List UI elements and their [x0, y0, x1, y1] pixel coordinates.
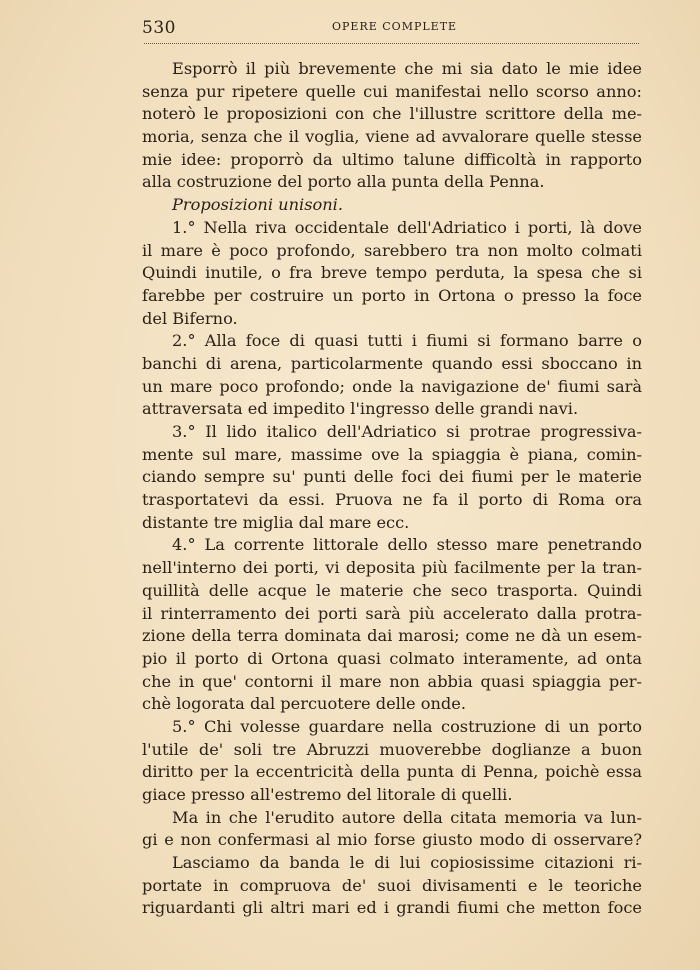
text-line: trasportatevi da essi. Pruova ne fa il porto di Roma ora — [142, 490, 642, 510]
text-line: Esporrò il più brevemente che mi sia dato le mie idee — [172, 59, 642, 78]
text-line: nell'interno dei porti, vi deposita più facilmente per la tran- — [142, 558, 642, 578]
text-line: chè logorata dal percuotere delle onde. — [142, 694, 467, 714]
text-line: mie idee: proporrò da ultimo talune difficoltà in rapporto — [142, 149, 642, 169]
text-line: che in que' contorni il mare non abbia quasi spiaggia per- — [142, 671, 642, 691]
page-header — [142, 16, 642, 42]
text-line: attraversata ed impedito l'ingresso delle grandi navi. — [142, 399, 579, 419]
section-heading: Proposizioni unisoni. — [172, 195, 343, 215]
text-line: Lasciamo da banda le di lui copiosissime citazioni ri- — [172, 853, 642, 873]
text-line: quillità delle acque le materie che seco trasporta. Quindi — [142, 580, 642, 600]
body-text — [142, 58, 642, 920]
text-line: noterò le proposizioni con che l'illustre scrittore della me- — [142, 104, 642, 124]
text-line: 3.° Il lido italico dell'Adriatico si protrae progressiva- — [172, 422, 642, 441]
text-line: del Biferno. — [142, 308, 238, 328]
text-line: un mare poco profondo; onde la navigazione de' fiumi sarà — [142, 376, 642, 396]
text-line: Ma in che l'erudito autore della citata memoria va lun- — [172, 807, 642, 827]
text-line: alla costruzione del porto alla punta della Penna. — [142, 172, 545, 192]
text-line: pio il porto di Ortona quasi colmato interamente, ad onta — [142, 648, 642, 668]
text-line: moria, senza che il voglia, viene ad avvalorare quelle stesse — [142, 127, 642, 147]
text-line: 5.° Chi volesse guardare nella costruzione di un porto — [172, 716, 642, 736]
text-line: 2.° Alla foce di quasi tutti i fiumi si formano barre o — [172, 331, 642, 351]
text-line: Quindi inutile, o fra breve tempo perduta, la spesa che si — [142, 263, 642, 283]
text-line: senza pur ripetere quelle cui manifestai nello scorso anno: — [142, 81, 642, 101]
text-line: portate in compruova de' suoi divisamenti e le teoriche — [142, 875, 642, 895]
text-line: farebbe per costruire un porto in Ortona o presso la foce — [142, 285, 642, 305]
page-number: 530 — [142, 18, 176, 38]
text-line: il mare è poco profondo, sarebbero tra non molto colmati — [142, 240, 642, 260]
text-line: banchi di arena, particolarmente quando essi sboccano in — [142, 353, 642, 373]
text-line: ciando sempre su' punti delle foci dei fiumi per le materie — [142, 467, 642, 487]
text-line: giace presso all'estremo del litorale di quelli. — [142, 785, 513, 804]
text-line: distante tre miglia dal mare ecc. — [142, 512, 410, 532]
text-line: l'utile de' soli tre Abruzzi muoverebbe doglianze a buon — [142, 739, 642, 759]
text-line: il rinterramento dei porti sarà più accelerato dalla protra- — [142, 603, 642, 623]
running-title: OPERE COMPLETE — [332, 20, 458, 33]
header-divider — [144, 43, 639, 44]
text-line: riguardanti gli altri mari ed i grandi fiumi che metton foce — [142, 898, 642, 918]
text-line: diritto per la eccentricità della punta di Penna, poichè essa — [142, 762, 642, 782]
text-line: gi e non confermasi al mio forse giusto modo di osservare? — [142, 830, 642, 850]
text-line: 4.° La corrente littorale dello stesso mare penetrando — [172, 535, 642, 555]
text-line: 1.° Nella riva occidentale dell'Adriatico i porti, là dove — [172, 217, 642, 237]
text-line: zione della terra dominata dai marosi; come ne dà un esem- — [142, 626, 642, 646]
text-line: mente sul mare, massime ove la spiaggia è piana, comin- — [142, 444, 642, 464]
